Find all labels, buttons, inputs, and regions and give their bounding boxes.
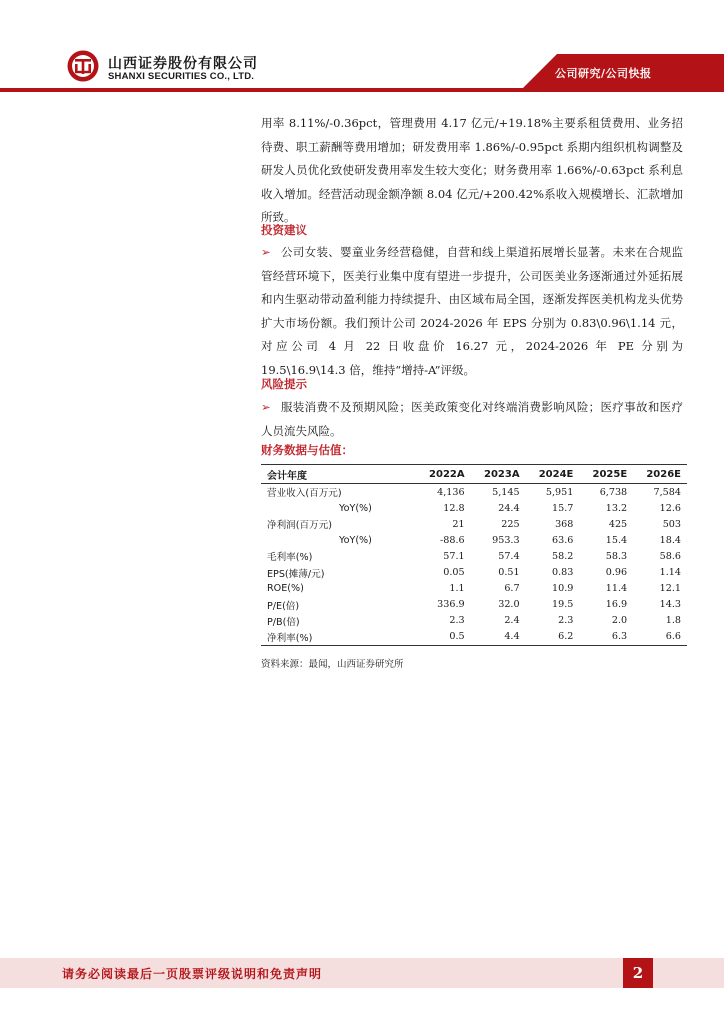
risk-title: 风险提示 <box>261 377 307 391</box>
table-cell: 6.3 <box>579 629 633 646</box>
intro-paragraph: 用率 8.11%/-0.36pct，管理费用 4.17 亿元/+19.18%主要系租赁费用、业务招待费、职工薪酬等费用增加；研发费用率 1.86%/-0.95pct 系期内组织机构调整及研发人员优化致使研发费用率发生较大变化；财务费用率 1.66%/-0.63pct 系利息收入增加。经营活动现金额净额 8.04 亿元/+200.42%系收入规模增长、汇款增加所致。 <box>261 116 683 225</box>
table-cell: 5,145 <box>492 486 520 498</box>
table-cell: 0.05 <box>443 567 465 579</box>
table-cell: 16.9 <box>605 599 628 611</box>
table-cell: 2.3 <box>558 615 574 627</box>
table-cell: 58.2 <box>552 550 574 562</box>
table-cell: 6.7 <box>504 583 520 595</box>
table-cell: 953.3 <box>492 534 520 546</box>
risk-paragraph <box>261 396 683 443</box>
row-label: 净利润(百万元) <box>267 520 333 532</box>
table-row <box>261 548 687 564</box>
table-cell: 18.4 <box>659 534 681 546</box>
table-cell: 11.4 <box>605 583 628 595</box>
table-cell: 425 <box>608 518 628 530</box>
row-label: ROE(%) <box>267 583 304 595</box>
header-cell: 会计年度 <box>261 465 416 484</box>
financial-table <box>261 464 687 646</box>
table-cell: 15.7 <box>552 502 574 514</box>
table-cell: 0.51 <box>498 567 520 579</box>
table-row <box>261 613 687 629</box>
table-cell: 24.4 <box>498 502 520 514</box>
row-label: 营业收入(百万元) <box>267 488 342 500</box>
row-label: YoY(%) <box>339 534 372 546</box>
report-category-tag: 公司研究/公司快报 <box>555 67 652 80</box>
table-cell: 0.96 <box>605 567 628 579</box>
table-cell: 1.8 <box>665 615 681 627</box>
header-cell: 2023A <box>471 465 526 484</box>
table-cell: 63.6 <box>552 534 574 546</box>
company-name-cn: 山西证券股份有限公司 <box>108 56 258 72</box>
table-cell: 6.6 <box>633 629 687 646</box>
company-logo <box>66 49 100 87</box>
table-row <box>261 516 687 532</box>
table-cell: 13.2 <box>605 502 628 514</box>
row-label: P/B(倍) <box>267 616 300 628</box>
investment-title: 投资建议 <box>261 223 307 237</box>
table-cell: 32.0 <box>498 599 520 611</box>
table-cell: 14.3 <box>659 599 681 611</box>
table-cell: 21 <box>452 518 465 530</box>
header-divider <box>0 88 724 92</box>
row-label: 净利率(%) <box>261 629 416 646</box>
table-cell: 12.1 <box>659 583 681 595</box>
table-cell: 5,951 <box>545 486 574 498</box>
table-cell: 2.3 <box>449 615 465 627</box>
finance-title: 财务数据与估值： <box>261 443 353 457</box>
table-cell: 503 <box>662 518 681 530</box>
table-cell: 4.4 <box>471 629 526 646</box>
bullet-arrow-icon: ➢ <box>261 245 271 259</box>
table-cell: 4,136 <box>437 486 465 498</box>
risk-text: 服装消费不及预期风险；医美政策变化对终端消费影响风险；医疗事故和医疗人员流失风险。 <box>261 400 683 438</box>
header-cell: 2025E <box>579 465 633 484</box>
table-cell: 0.83 <box>552 567 574 579</box>
table-cell: 368 <box>555 518 574 530</box>
row-label: P/E(倍) <box>267 600 300 612</box>
table-cell: 12.8 <box>443 502 465 514</box>
investment-text: 公司女装、婴童业务经营稳健，自营和线上渠道拓展增长显著。未来在合规监管经营环境下，医美行业集中度有望进一步提升，公司医美业务逐渐通过外延拓展和内生驱动带动盈利能力持续提升、由区域布局全国，逐渐发挥医美机构龙头优势扩大市场份额。我们预计公司 2024-2026 年 EPS 分别为 0.83\0.96\1.14 元，对应公司 4 月 22 日收盘价 16.27 元，2024-2026 年 PE 分别为 19.5\16.9\14.3 倍，维持“增持-A”评级。 <box>261 245 683 377</box>
table-row <box>261 532 687 548</box>
row-label: 毛利率(%) <box>267 552 313 564</box>
header-cell: 2024E <box>526 465 580 484</box>
bullet-arrow-icon: ➢ <box>261 400 271 414</box>
table-cell: 19.5 <box>552 599 574 611</box>
page-number: 2 <box>623 958 653 988</box>
table-header-row <box>261 465 687 484</box>
table-cell: 10.9 <box>552 583 574 595</box>
table-cell: 2.4 <box>504 615 520 627</box>
table-body <box>261 484 687 646</box>
table-row <box>261 564 687 580</box>
table-cell: 1.14 <box>659 567 681 579</box>
table-row <box>261 500 687 516</box>
table-cell: 7,584 <box>653 486 681 498</box>
risk-section <box>261 396 683 443</box>
table-cell: 57.1 <box>443 550 465 562</box>
table-cell: 12.6 <box>659 502 681 514</box>
table-cell: 58.6 <box>659 550 681 562</box>
table-cell: 336.9 <box>437 599 465 611</box>
table-cell: 15.4 <box>605 534 628 546</box>
header-cell: 2026E <box>633 465 687 484</box>
table-cell: 58.3 <box>605 550 628 562</box>
table-cell: 1.1 <box>449 583 465 595</box>
row-label: YoY(%) <box>339 502 372 514</box>
row-label: EPS(摊薄/元) <box>267 568 325 580</box>
intro-section <box>261 112 683 230</box>
header-cell: 2022A <box>416 465 471 484</box>
table-cell: 6,738 <box>599 486 628 498</box>
table-row <box>261 597 687 613</box>
data-source: 资料来源：最闻，山西证券研究所 <box>261 659 404 670</box>
table-cell: 57.4 <box>498 550 520 562</box>
investment-section <box>261 241 683 383</box>
disclaimer-notice: 请务必阅读最后一页股票评级说明和免责声明 <box>62 967 323 981</box>
table-row <box>261 581 687 597</box>
table-row <box>261 629 687 646</box>
table-cell: 225 <box>501 518 520 530</box>
table-row <box>261 484 687 501</box>
table-cell: 0.5 <box>416 629 471 646</box>
company-name-en: SHANXI SECURITIES CO., LTD. <box>108 71 255 82</box>
table-cell: 2.0 <box>611 615 628 627</box>
table-cell: -88.6 <box>440 534 465 546</box>
investment-paragraph <box>261 241 683 383</box>
table-cell: 6.2 <box>526 629 580 646</box>
